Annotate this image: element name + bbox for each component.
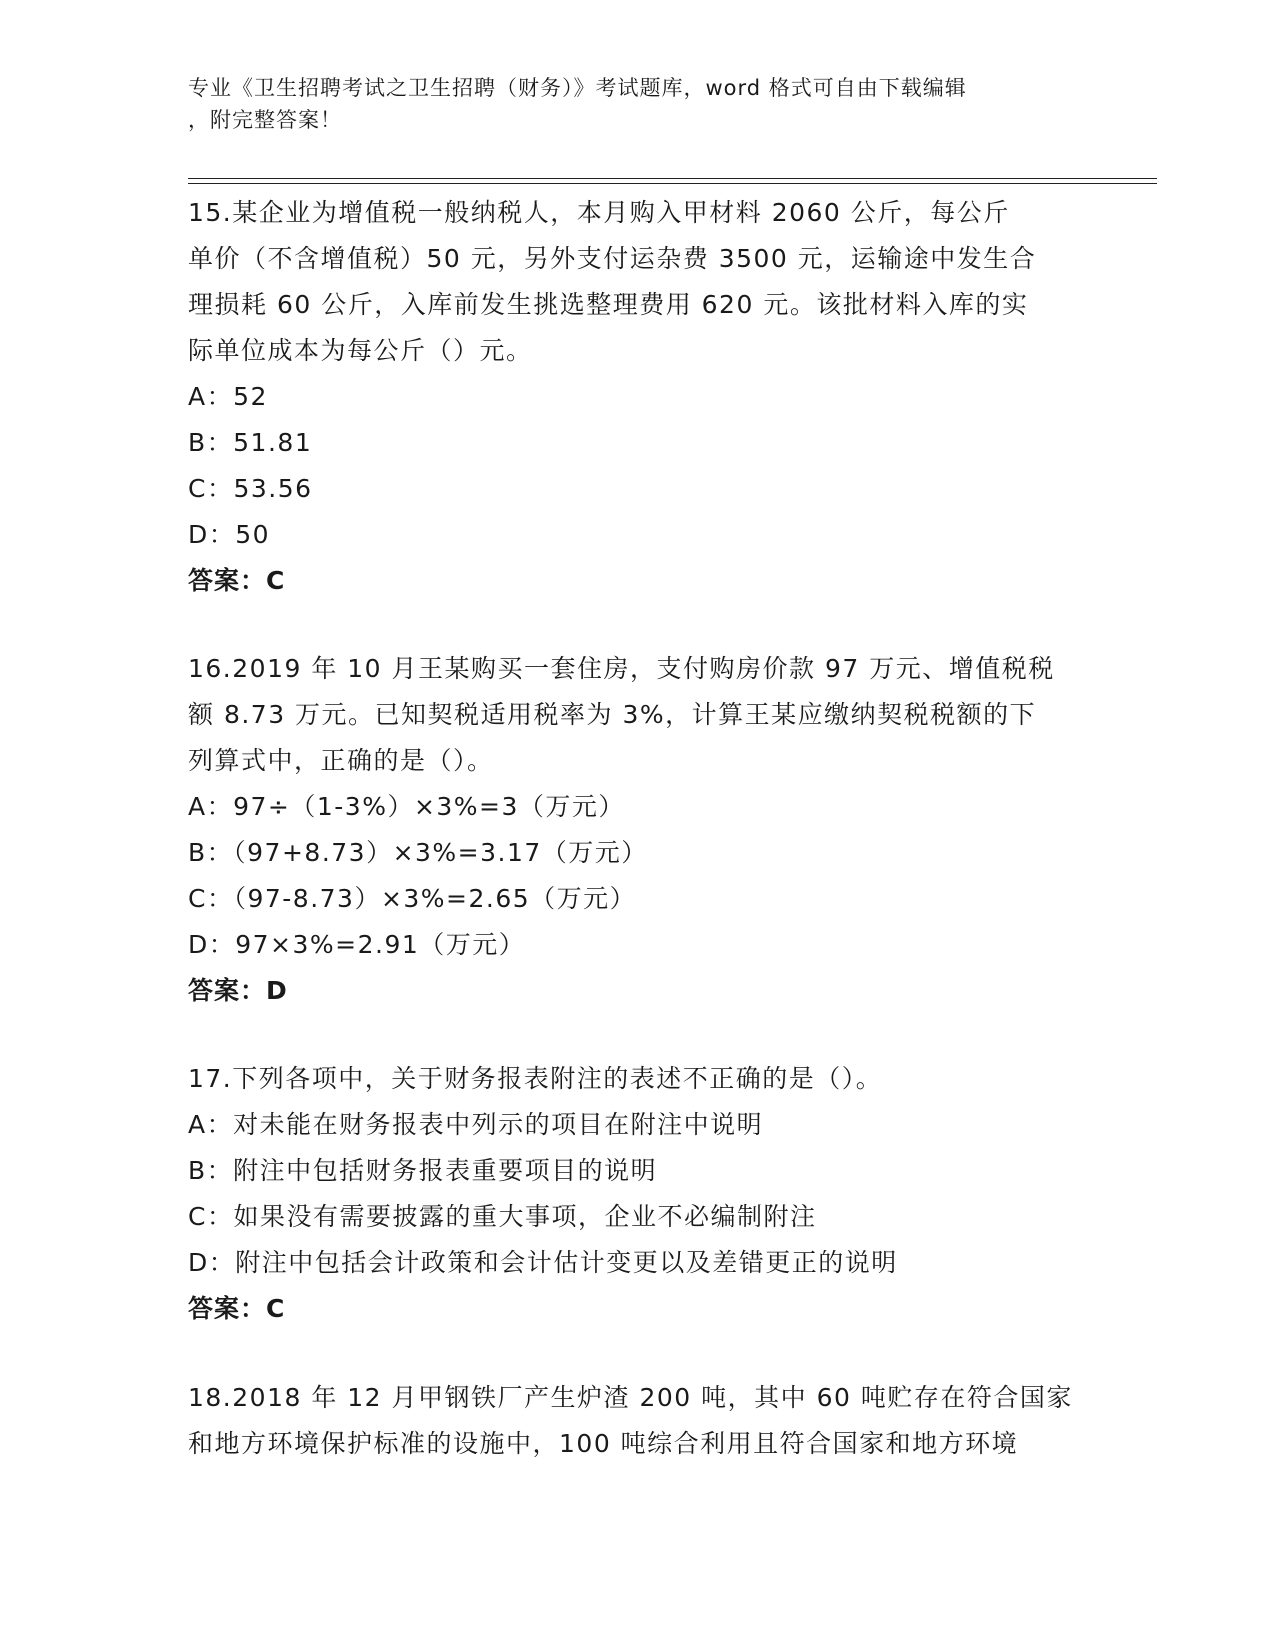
question-17 — [188, 1056, 1088, 1332]
header-divider-top — [188, 178, 1157, 179]
option-c: C：如果没有需要披露的重大事项，企业不必编制附注 — [188, 1202, 817, 1231]
header-line-1: 专业《卫生招聘考试之卫生招聘（财务）》考试题库，word 格式可自由下载编辑 — [188, 76, 967, 100]
answer-label: 答案：D — [188, 976, 288, 1005]
option-d: D：50 — [188, 520, 271, 549]
question-text-line: 际单位成本为每公斤（）元。 — [188, 336, 533, 365]
option-b: B：（97+8.73）×3%=3.17（万元） — [188, 838, 648, 867]
question-text-line: 单价（不含增值税）50 元，另外支付运杂费 3500 元，运输途中发生合 — [188, 244, 1037, 273]
option-d: D：附注中包括会计政策和会计估计变更以及差错更正的说明 — [188, 1248, 898, 1277]
option-a: A：97÷（1-3%）×3%=3（万元） — [188, 792, 625, 821]
question-text-line: 理损耗 60 公斤，入库前发生挑选整理费用 620 元。该批材料入库的实 — [188, 290, 1029, 319]
question-text-line: 16.2019 年 10 月王某购买一套住房，支付购房价款 97 万元、增值税税 — [188, 654, 1055, 683]
question-15 — [188, 190, 1088, 604]
question-text-line: 额 8.73 万元。已知契税适用税率为 3%，计算王某应缴纳契税税额的下 — [188, 700, 1037, 729]
header-divider-bottom — [188, 183, 1157, 184]
option-a: A：52 — [188, 382, 268, 411]
option-b: B：附注中包括财务报表重要项目的说明 — [188, 1156, 658, 1185]
header-line-2: ，附完整答案！ — [188, 108, 342, 132]
document-header — [188, 72, 1088, 136]
question-text-line: 17.下列各项中，关于财务报表附注的表述不正确的是（）。 — [188, 1064, 883, 1093]
option-d: D：97×3%=2.91（万元） — [188, 930, 526, 959]
option-b: B：51.81 — [188, 428, 313, 457]
question-text-line: 列算式中，正确的是（）。 — [188, 746, 494, 775]
question-text-line: 18.2018 年 12 月甲钢铁厂产生炉渣 200 吨，其中 60 吨贮存在符合国家 — [188, 1383, 1073, 1412]
question-text-line: 和地方环境保护标准的设施中，100 吨综合利用且符合国家和地方环境 — [188, 1429, 1019, 1458]
option-c: C：（97-8.73）×3%=2.65（万元） — [188, 884, 637, 913]
question-16 — [188, 646, 1088, 1014]
option-c: C：53.56 — [188, 474, 313, 503]
answer-label: 答案：C — [188, 1294, 286, 1323]
option-a: A：对未能在财务报表中列示的项目在附注中说明 — [188, 1110, 764, 1139]
answer-label: 答案：C — [188, 566, 286, 595]
question-text-line: 15.某企业为增值税一般纳税人，本月购入甲材料 2060 公斤，每公斤 — [188, 198, 1010, 227]
question-18 — [188, 1375, 1088, 1467]
